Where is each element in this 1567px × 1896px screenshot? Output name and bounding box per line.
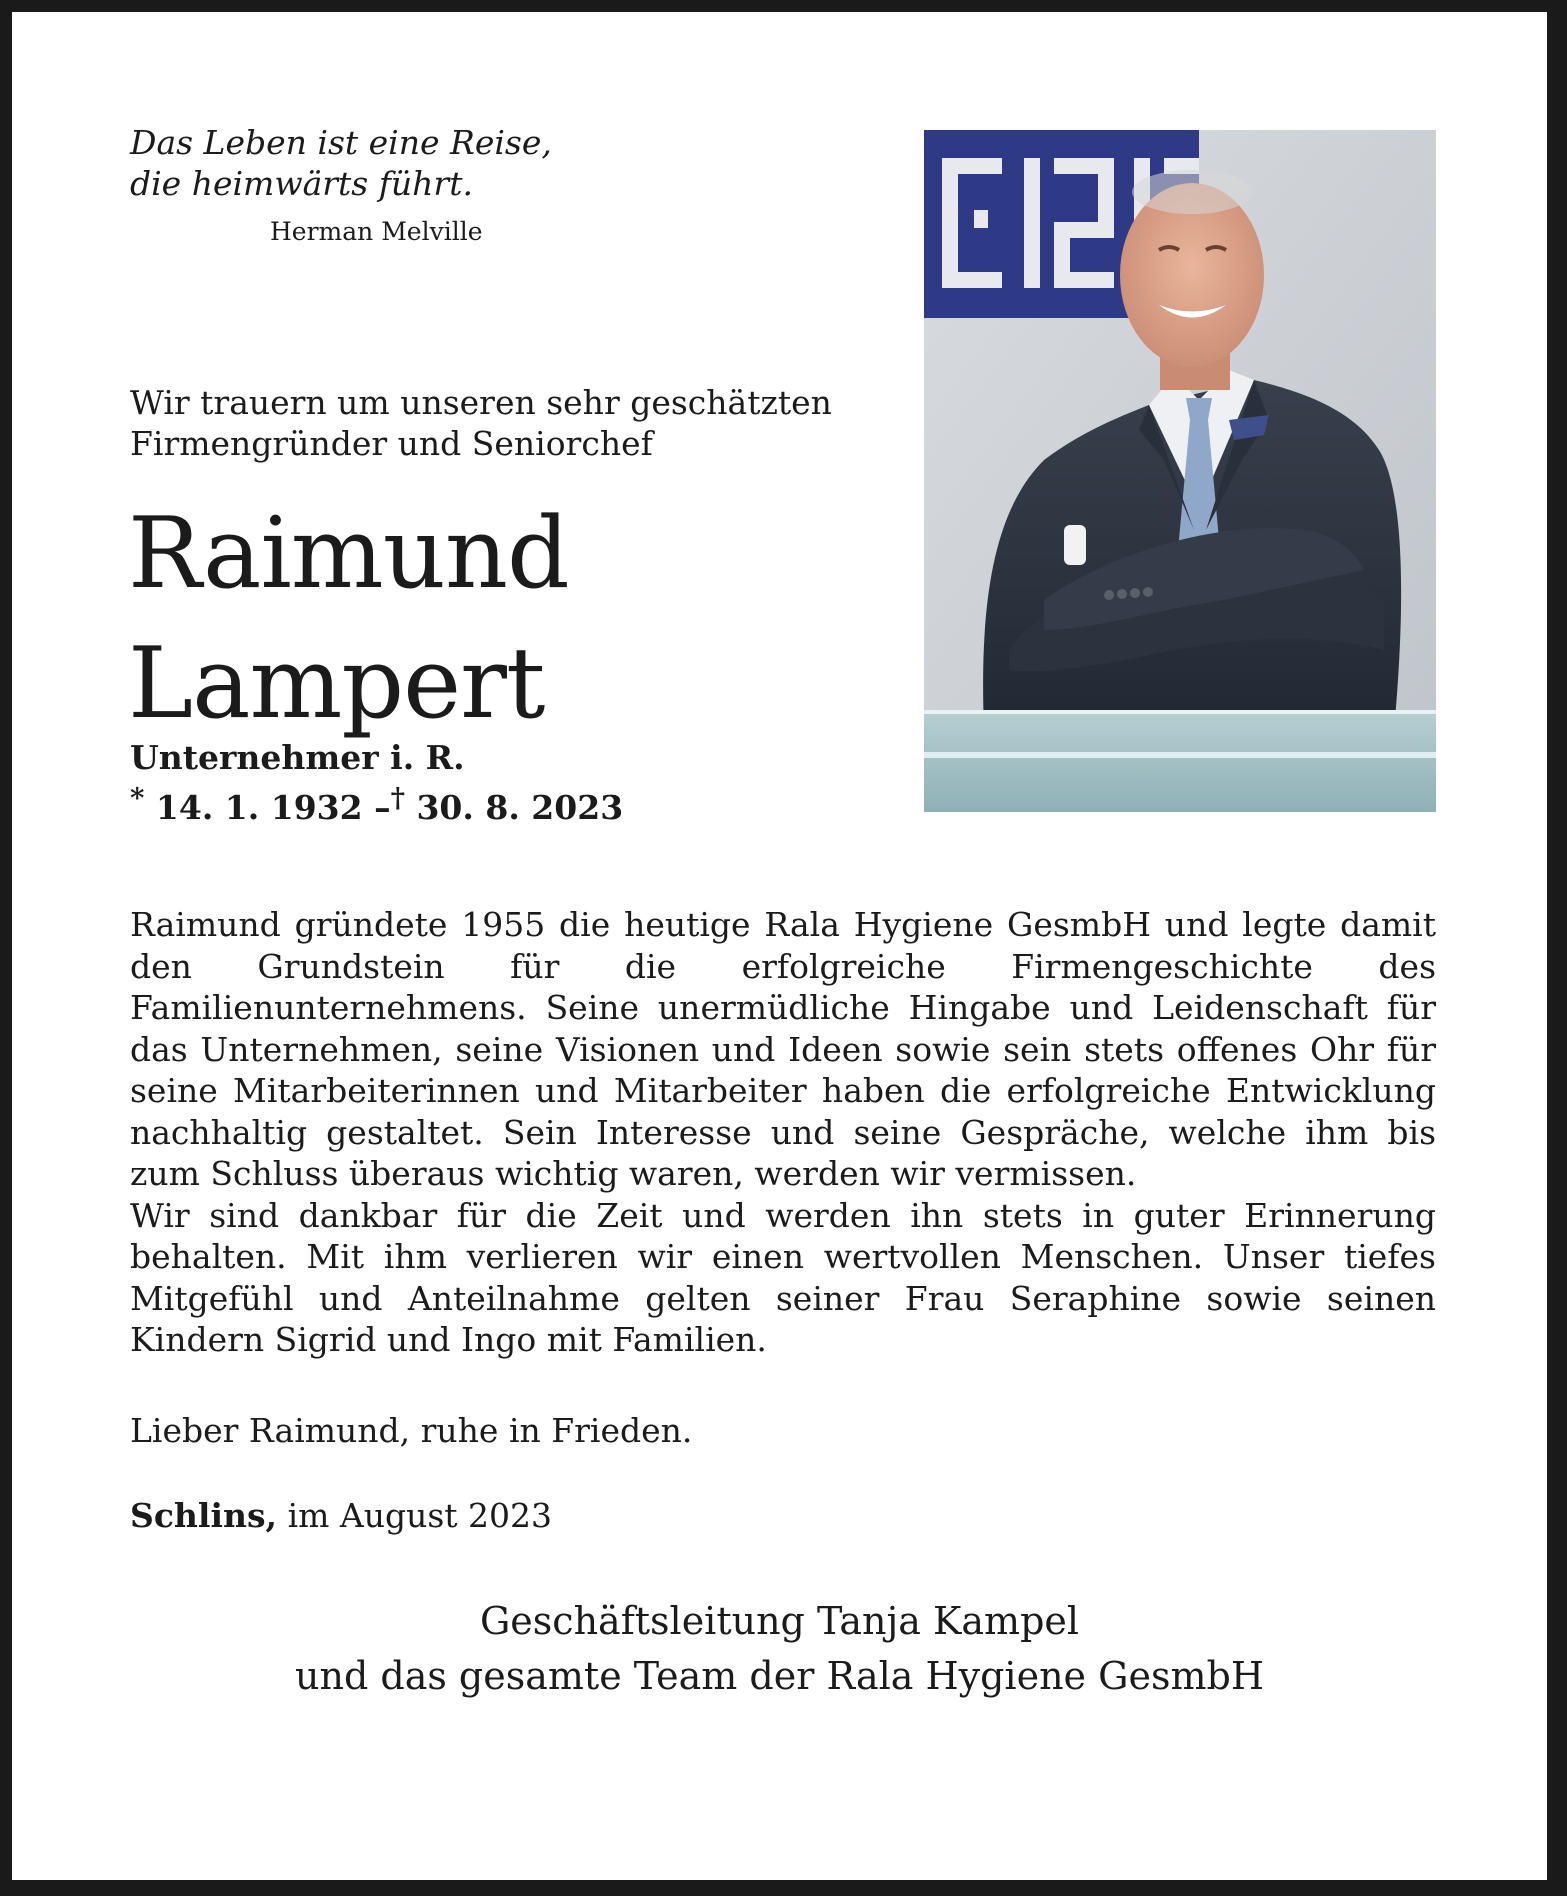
obituary-page <box>12 12 1547 1880</box>
birth-symbol: * <box>130 782 145 814</box>
date: im August 2023 <box>287 1496 553 1535</box>
quote-author: Herman Melville <box>270 217 483 246</box>
place: Schlins, <box>130 1496 278 1535</box>
intro-line-1: Wir trauern um unseren sehr geschätzten <box>130 383 832 422</box>
signature-block <box>12 1594 1547 1704</box>
date-dash: – <box>374 788 391 827</box>
quote-line-2: die heimwärts führt. <box>130 164 473 203</box>
portrait-illustration <box>924 130 1436 812</box>
deceased-name <box>128 489 569 749</box>
birth-date: 14. 1. 1932 <box>155 788 363 827</box>
portrait-photo <box>924 130 1436 812</box>
death-symbol: † <box>390 782 405 814</box>
epigraph-quote <box>130 122 552 204</box>
obituary-body <box>130 904 1436 1361</box>
life-dates <box>130 778 623 828</box>
body-paragraph-1: Raimund gründete 1955 die heutige Rala Hygiene GesmbH und legte damit den Grundstein für die erfolgreiche Firmengeschichte des Familienunternehmens. Seine unermüdliche Hingabe und Leidenschaft für das Unternehmen, seine Visionen und Ideen sowie sein stets offenes Ohr für seine Mitarbeiterinnen und Mitarbeiter haben die erfolgreiche Entwicklung nachhaltig gestaltet. Sein Interesse und seine Gespräche, welche ihm bis zum Schluss überaus wichtig waren, werden wir vermissen. <box>130 905 1436 1193</box>
closing-line: Lieber Raimund, ruhe in Frieden. <box>130 1411 693 1450</box>
place-and-date <box>130 1495 552 1536</box>
deceased-title: Unternehmer i. R. <box>130 738 465 777</box>
intro-text <box>130 382 832 464</box>
death-date: 30. 8. 2023 <box>416 788 624 827</box>
last-name: Lampert <box>128 627 545 741</box>
quote-line-1: Das Leben ist eine Reise, <box>130 123 552 162</box>
body-paragraph-2: Wir sind dankbar für die Zeit und werden ihn stets in guter Erinnerung behalten. Mit ihm verlieren wir einen wertvollen Menschen. Unser tiefes Mitgefühl und Anteilnahme gelten seiner Frau Seraphine sowie seinen Kindern Sigrid und Ingo mit Familien. <box>130 1195 1436 1359</box>
deceased-details <box>130 737 623 828</box>
signature-line-1: Geschäftsleitung Tanja Kampel <box>479 1599 1080 1643</box>
signature-line-2: und das gesamte Team der Rala Hygiene GesmbH <box>295 1654 1264 1698</box>
intro-line-2: Firmengründer und Seniorchef <box>130 424 653 463</box>
first-name: Raimund <box>128 497 569 611</box>
